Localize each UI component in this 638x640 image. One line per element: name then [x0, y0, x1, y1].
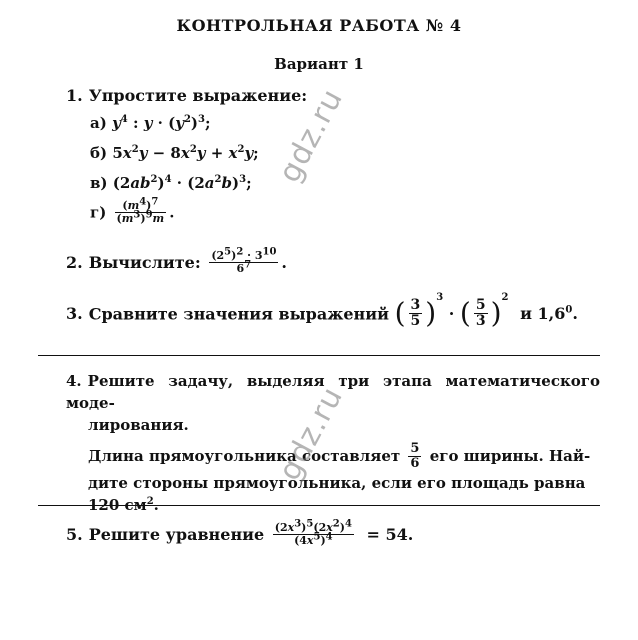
task-1c [90, 174, 252, 192]
watermark-top: gdz.ru [272, 83, 351, 189]
task-3 [66, 292, 578, 330]
task-3-compare-value: и 1,6 [520, 304, 566, 324]
task-1-number: 1. [66, 86, 83, 105]
task-4-line-3-start: Длина прямоугольника составляет [88, 446, 401, 465]
task-1a [90, 114, 211, 132]
divider-top [38, 355, 600, 356]
task-3-text: Сравните значения выражений [88, 304, 389, 324]
task-1-heading [66, 86, 307, 105]
task-4-fraction-numerator: 5 [410, 441, 420, 456]
task-4-fraction [408, 442, 421, 472]
task-3-zero-exponent: 0 [565, 305, 573, 317]
task-1b [90, 144, 259, 162]
task-4-line-1 [66, 370, 600, 414]
task-4-line-3 [66, 442, 600, 472]
task-1c-label: в) [90, 174, 108, 192]
task-1a-label: а) [90, 114, 107, 132]
task-5-text: Решите уравнение [88, 525, 265, 545]
task-1c-expression: $(2ab^2)^4 \cdot (2a^2b)^3$; [112, 174, 252, 192]
divider-bottom [38, 505, 600, 506]
task-2-text: Вычислите: [88, 253, 201, 273]
task-1a-expression: $y^4$ : $y \cdot (y^2)^3$; [112, 114, 211, 132]
task-2-number: 2. [66, 253, 83, 273]
variant-heading: Вариант 1 [274, 55, 364, 73]
task-4-line-5: 120 $см^2$. [88, 495, 159, 514]
task-4-number: 4. [66, 372, 82, 390]
task-3-expression: ( $\frac{3}{5}$ )$^3$ · ( $\frac{5}{3}$ )$^2$ [394, 292, 509, 330]
task-1b-label: б) [90, 144, 108, 162]
task-3-period: . [572, 304, 578, 324]
task-4-line-4: дите стороны прямоугольника, если его площадь равна [88, 473, 586, 492]
task-3-number: 3. [66, 304, 83, 324]
page-title: КОНТРОЛЬНАЯ РАБОТА № 4 [176, 16, 462, 35]
task-5-number: 5. [66, 525, 83, 545]
task-5-equals: = 54. [366, 525, 414, 545]
task-1d-label: г) [90, 203, 107, 222]
watermark-bottom: gdz.ru [272, 381, 351, 487]
task-1d-fraction: $\frac{(m^4)^7}{(m^3)^9m}$ [116, 196, 165, 226]
task-2: 2. Вычислите: $\frac{(2^5)^2 \cdot 3^{10}}{6^7}$ . [66, 246, 287, 276]
task-5-fraction: $\frac{(2x^3)^5(2x^2)^4}{(4x^5)^4}$ [274, 518, 352, 548]
task-4-line-3-end: его ширины. Най- [429, 446, 591, 465]
task-2-fraction: $\frac{(2^5)^2 \cdot 3^{10}}{6^7}$ [211, 246, 277, 276]
task-4-line-2: лирования. [88, 416, 189, 434]
task-5 [66, 518, 414, 548]
task-4 [66, 370, 600, 516]
task-4-fraction-denominator: 6 [410, 456, 420, 472]
task-1b-expression: $5x^2y - 8x^2y + x^2y$; [112, 144, 259, 162]
task-4-line-5-text: 120 см [88, 495, 147, 514]
task-1d: г) $\frac{(m^4)^7}{(m^3)^9m}$ . [90, 196, 175, 226]
task-4-line-1-text: Решите задачу, выделяя три этапа математического моде- [66, 372, 600, 412]
task-1-text: Упростите выражение: [88, 86, 308, 105]
